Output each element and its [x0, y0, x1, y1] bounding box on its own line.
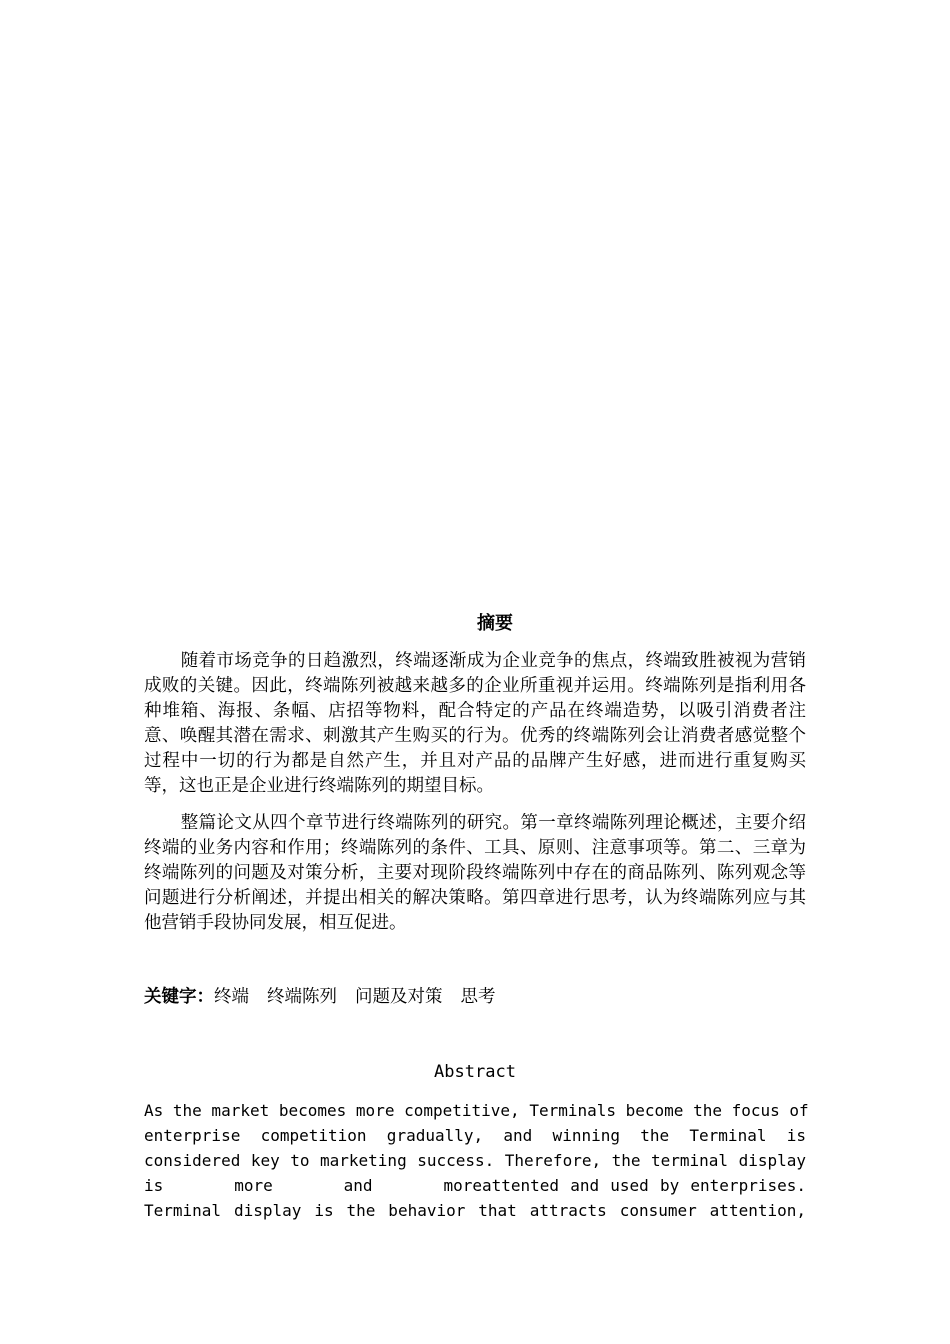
abstract-en-body	[144, 1098, 809, 1223]
abstract-cn-title: 摘要	[477, 613, 513, 634]
abstract-en-line: enterprise competition gradually, and winning the Terminal is	[144, 1126, 806, 1145]
abstract-en-title: Abstract	[434, 1062, 516, 1082]
keyword-item: 问题及对策	[355, 987, 443, 1007]
abstract-en-line-part: attented and used by enterprises.	[482, 1176, 806, 1195]
abstract-en-line: As the market becomes more competitive, Terminals become the focus of	[144, 1101, 809, 1120]
abstract-cn-paragraph-1-text: 随着市场竞争的日趋激烈，终端逐渐成为企业竞争的焦点，终端致胜被视为营销成败的关键。因此，终端陈列被越来越多的企业所重视并运用。终端陈列是指利用各种堆箱、海报、条幅、店招等物料，配合特定的产品在终端造势，以吸引消费者注意、唤醒其潜在需求、刺激其产生购买的行为。优秀的终端陈列会让消费者感觉整个过程中一切的行为都是自然产生，并且对产品的品牌产生好感，进而进行重复购买等，这也正是企业进行终端陈列的期望目标。	[144, 651, 806, 796]
abstract-en-line: Terminal display is the behavior that attracts consumer attention,	[144, 1201, 806, 1220]
abstract-cn-paragraph-2-text: 整篇论文从四个章节进行终端陈列的研究。第一章终端陈列理论概述，主要介绍终端的业务内容和作用；终端陈列的条件、工具、原则、注意事项等。第二、三章为终端陈列的问题及对策分析，主要对现阶段终端陈列中存在的商品陈列、陈列观念等问题进行分析阐述，并提出相关的解决策略。第四章进行思考，认为终端陈列应与其他营销手段协同发展，相互促进。	[144, 813, 806, 933]
keyword-item: 思考	[460, 987, 496, 1007]
abstract-en-line-part: is more and more	[144, 1176, 482, 1195]
abstract-cn-paragraph-1	[144, 649, 806, 799]
abstract-cn-paragraph-2	[144, 811, 806, 936]
keyword-item: 终端	[214, 987, 249, 1007]
keywords-label: 关键字：	[144, 987, 214, 1007]
keyword-item: 终端陈列	[267, 987, 337, 1007]
abstract-en-line: considered key to marketing success. Therefore, the terminal display	[144, 1151, 806, 1170]
abstract-en-line	[144, 1173, 806, 1198]
keywords-line	[144, 985, 514, 1009]
